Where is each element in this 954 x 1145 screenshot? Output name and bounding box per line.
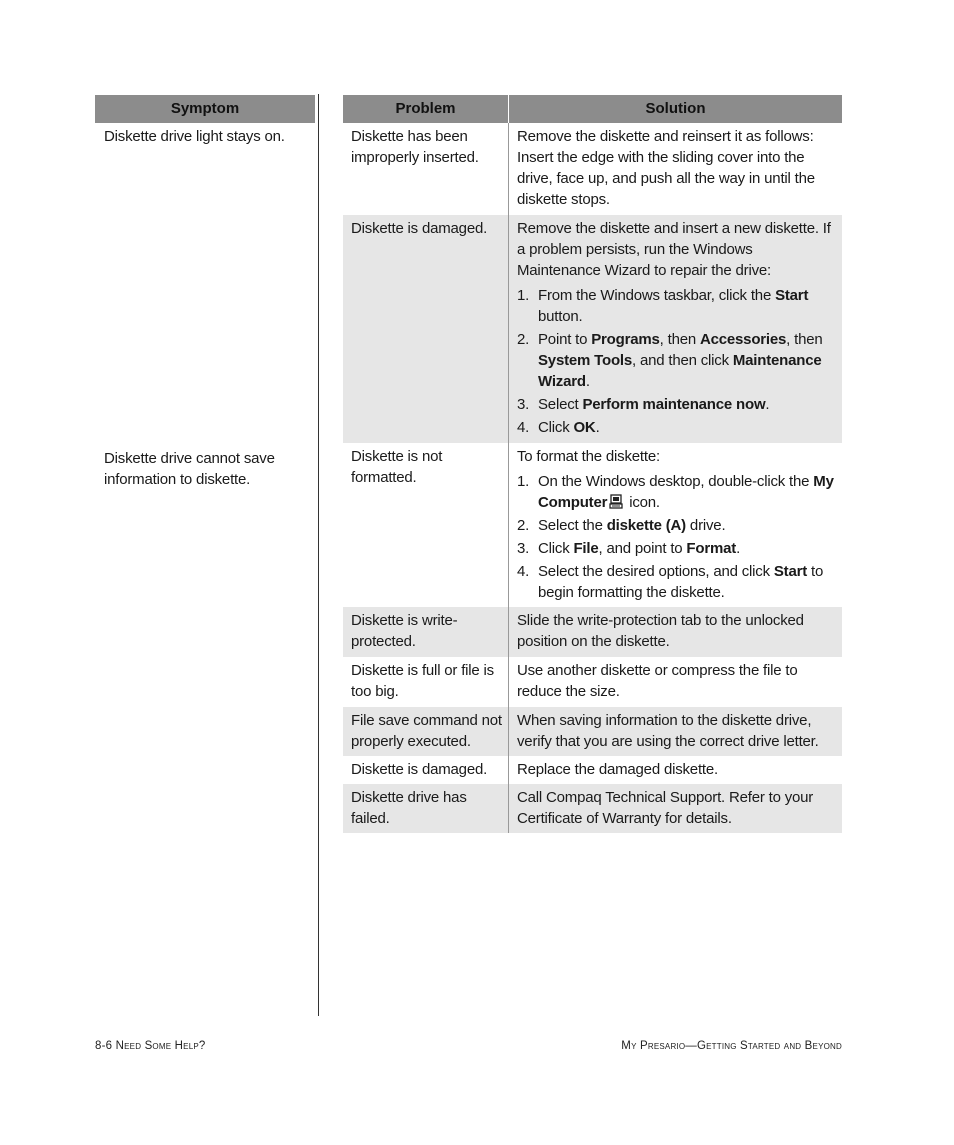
cell-divider bbox=[508, 756, 509, 784]
solution-cell: Replace the damaged diskette. bbox=[517, 761, 718, 778]
cell-divider bbox=[508, 657, 509, 707]
problem-cell: Diskette is write-protected. bbox=[351, 612, 458, 650]
symptom-light-stays-on: Diskette drive light stays on. bbox=[104, 128, 285, 145]
solution-cell bbox=[517, 446, 839, 605]
table-row bbox=[343, 707, 842, 756]
problem-header: Problem bbox=[343, 95, 508, 123]
problem-cell: Diskette is full or file is too big. bbox=[351, 662, 494, 700]
solution-cell: When saving information to the diskette drive, verify that you are using the correct drive letter. bbox=[517, 712, 819, 750]
problem-cell: Diskette is not formatted. bbox=[351, 448, 443, 486]
column-divider bbox=[318, 94, 319, 1016]
problem-cell: File save command not properly executed. bbox=[351, 712, 502, 750]
problem-cell: Diskette has been improperly inserted. bbox=[351, 128, 479, 166]
solution-intro: To format the diskette: bbox=[517, 448, 660, 465]
solution-cell bbox=[517, 218, 839, 440]
cell-divider bbox=[508, 784, 509, 833]
symptom-cannot-save: Diskette drive cannot save information to diskette. bbox=[104, 450, 275, 488]
step-item: 3. Click File, and point to Format. bbox=[517, 540, 741, 557]
table-row bbox=[343, 215, 842, 443]
problem-cell: Diskette is damaged. bbox=[351, 220, 488, 237]
computer-icon bbox=[609, 494, 623, 509]
step-item: 2. Point to Programs, then Accessories, then System Tools, and then click Maintenance Wizard. bbox=[517, 331, 823, 390]
table-row bbox=[343, 607, 842, 657]
table-row bbox=[343, 756, 842, 784]
cell-divider bbox=[508, 123, 509, 215]
solution-cell: Remove the diskette and reinsert it as follows: Insert the edge with the sliding cover into the drive, face up, and push all the way in until the diskette stops. bbox=[517, 128, 815, 208]
solution-cell: Use another diskette or compress the file to reduce the size. bbox=[517, 662, 798, 700]
step-item: 2. Select the diskette (A) drive. bbox=[517, 517, 726, 534]
cell-divider bbox=[508, 443, 509, 607]
problem-cell: Diskette is damaged. bbox=[351, 761, 488, 778]
table-row bbox=[343, 443, 842, 607]
table-row bbox=[343, 657, 842, 707]
table-row bbox=[343, 123, 842, 215]
cell-divider bbox=[508, 707, 509, 756]
step-item: 1. From the Windows taskbar, click the Start button. bbox=[517, 287, 809, 325]
step-item: 3. Select Perform maintenance now. bbox=[517, 396, 770, 413]
footer-page-label: 8-6 Need Some Help? bbox=[95, 1040, 206, 1052]
steps-list bbox=[517, 285, 839, 438]
solution-cell: Slide the write-protection tab to the unlocked position on the diskette. bbox=[517, 612, 804, 650]
step-item: 1. On the Windows desktop, double-click the My Computer icon. bbox=[517, 473, 834, 511]
steps-list bbox=[517, 471, 839, 603]
solution-cell: Call Compaq Technical Support. Refer to your Certificate of Warranty for details. bbox=[517, 789, 814, 827]
footer-book-title: My Presario—Getting Started and Beyond bbox=[621, 1040, 842, 1052]
cell-divider bbox=[508, 215, 509, 443]
symptom-header: Symptom bbox=[95, 95, 315, 123]
step-item: 4. Click OK. bbox=[517, 419, 600, 436]
problem-cell: Diskette drive has failed. bbox=[351, 789, 467, 827]
step-item: 4. Select the desired options, and click Start to begin formatting the diskette. bbox=[517, 563, 824, 601]
cell-divider bbox=[508, 607, 509, 657]
solution-intro: Remove the diskette and insert a new diskette. If a problem persists, run the Windows Maintenance Wizard to repair the drive: bbox=[517, 220, 831, 279]
solution-header: Solution bbox=[509, 95, 842, 123]
table-row bbox=[343, 784, 842, 833]
